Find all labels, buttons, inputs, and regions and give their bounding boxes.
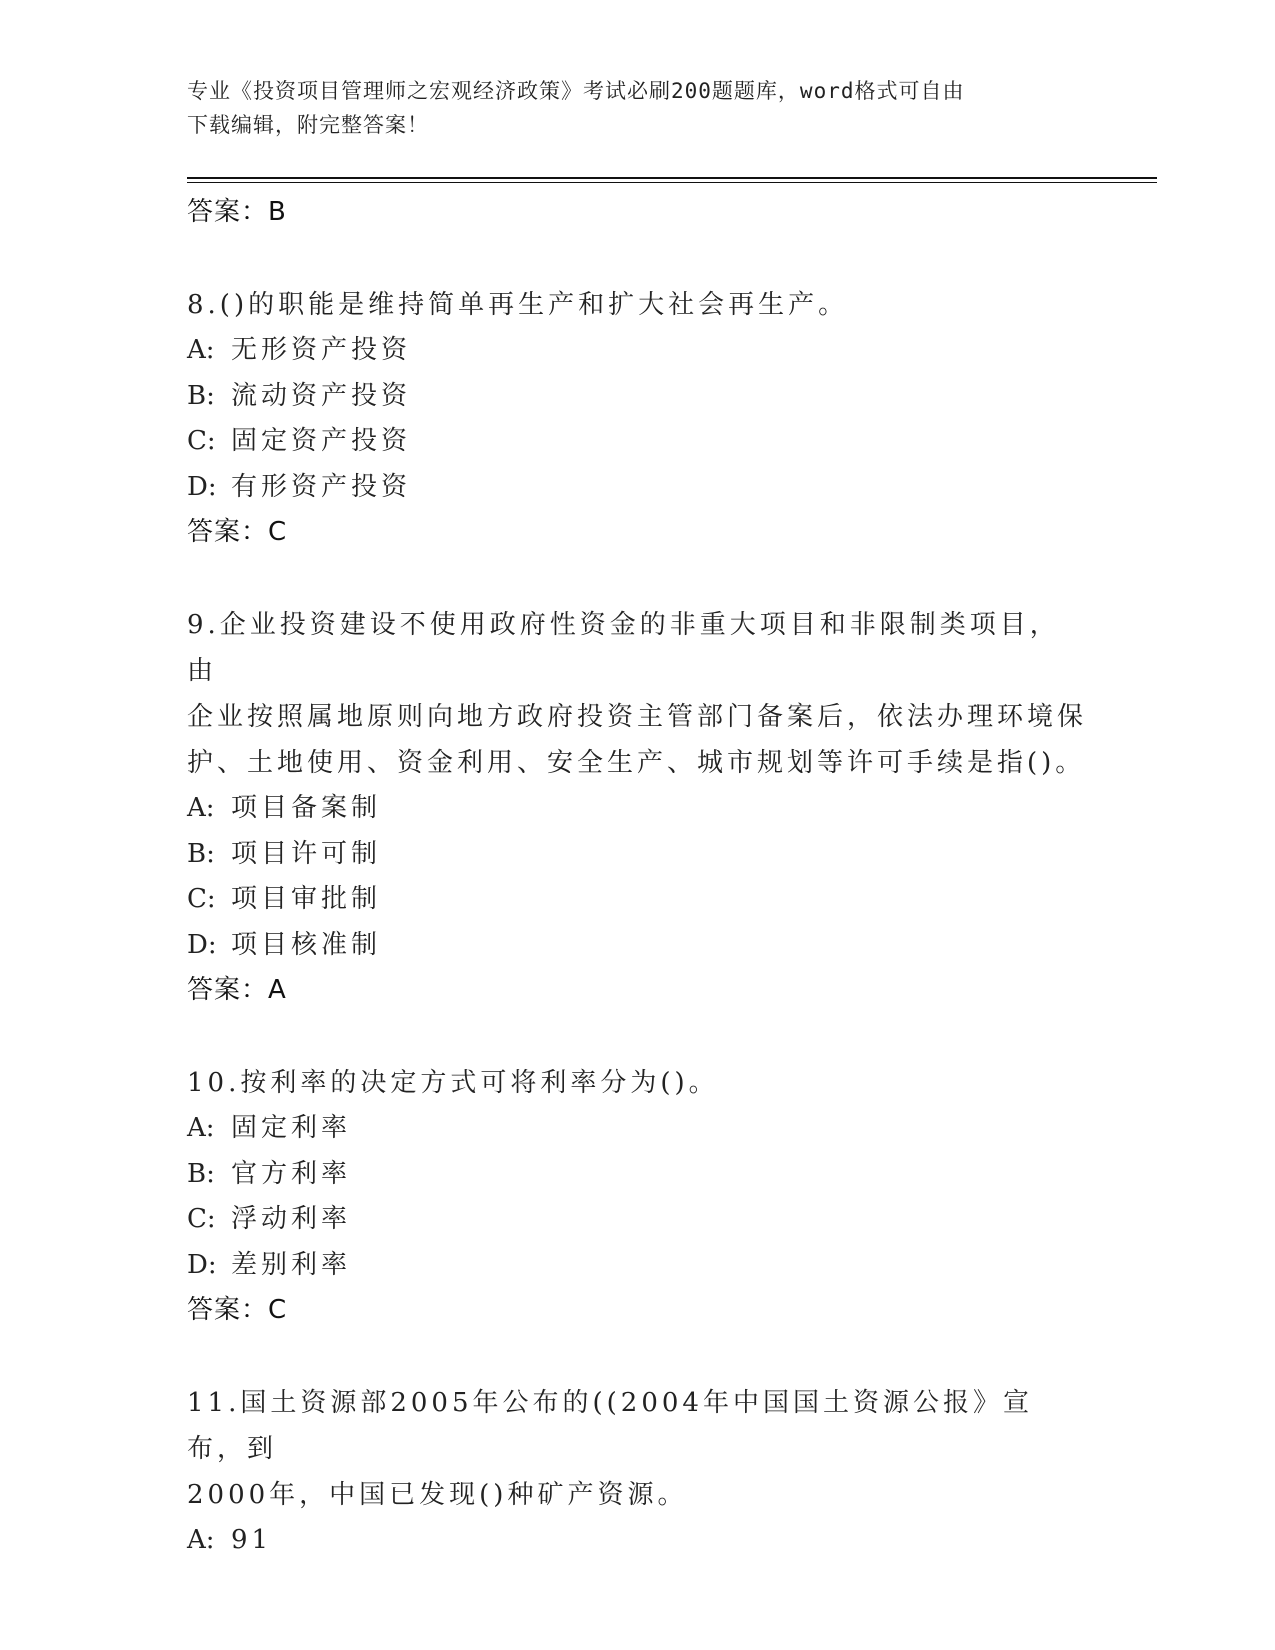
answer-line: 答案：C	[187, 1295, 288, 1325]
question-block	[187, 602, 1087, 1012]
option-key: B:	[187, 1158, 215, 1189]
option-text: 项目许可制	[231, 838, 382, 869]
answer-option	[187, 832, 1087, 878]
option-text: 流动资产投资	[231, 380, 412, 411]
question-block	[187, 282, 1087, 554]
header-divider	[187, 177, 1157, 183]
option-key: C:	[187, 426, 216, 456]
answer-option	[187, 923, 1087, 969]
answer-option	[187, 1518, 1087, 1564]
answer-line: 答案：C	[187, 517, 288, 547]
option-text: 浮动利率	[231, 1204, 352, 1234]
option-key: A:	[187, 335, 215, 365]
question-block	[187, 1380, 1087, 1564]
answer-option	[187, 877, 1087, 923]
question-stem-line: 11.国土资源部2005年公布的((2004年中国国土资源公报》宣布，到	[187, 1388, 1033, 1464]
option-key: A:	[187, 1113, 215, 1143]
question-stem-line: 护、土地使用、资金利用、安全生产、城市规划等许可手续是指()。	[187, 748, 1086, 778]
answer-line: 答案：A	[187, 975, 287, 1005]
option-key: B:	[187, 838, 215, 869]
option-text: 差别利率	[231, 1249, 352, 1280]
option-text: 项目核准制	[231, 929, 382, 960]
answer-option	[187, 1106, 1087, 1152]
previous-answer: 答案：B	[187, 197, 287, 227]
answer-option	[187, 465, 1087, 511]
option-key: B:	[187, 380, 215, 411]
option-text: 固定利率	[231, 1113, 352, 1143]
question-stem-line: 10.按利率的决定方式可将利率分为()。	[187, 1068, 719, 1098]
question-stem-line: 2000年，中国已发现()种矿产资源。	[187, 1480, 688, 1510]
option-key: D:	[187, 471, 217, 502]
answer-option	[187, 328, 1087, 374]
option-text: 项目审批制	[231, 884, 382, 914]
question-stem-line: 企业按照属地原则向地方政府投资主管部门备案后，依法办理环境保	[187, 702, 1088, 732]
answer-option	[187, 374, 1087, 420]
answer-option	[187, 786, 1087, 832]
option-text: 有形资产投资	[231, 471, 412, 502]
option-text: 91	[231, 1525, 273, 1555]
option-text: 官方利率	[231, 1158, 352, 1189]
answer-option	[187, 1243, 1087, 1289]
questions-container	[187, 282, 1087, 1564]
question-block	[187, 1060, 1087, 1332]
option-key: D:	[187, 929, 217, 960]
option-text: 无形资产投资	[231, 335, 412, 365]
question-stem-line: 9.企业投资建设不使用政府性资金的非重大项目和非限制类项目，由	[187, 610, 1060, 686]
option-text: 项目备案制	[231, 793, 382, 823]
document-header	[187, 74, 1087, 142]
option-key: A:	[187, 1525, 215, 1555]
option-key: C:	[187, 884, 216, 914]
question-list	[187, 190, 1087, 1564]
answer-option	[187, 1197, 1087, 1243]
header-line-1: 专业《投资项目管理师之宏观经济政策》考试必刷200题题库，word格式可自由	[187, 79, 965, 103]
option-text: 固定资产投资	[231, 426, 412, 456]
option-key: D:	[187, 1249, 217, 1280]
option-key: A:	[187, 793, 215, 823]
answer-option	[187, 419, 1087, 465]
option-key: C:	[187, 1204, 216, 1234]
header-line-2: 下载编辑，附完整答案！	[187, 113, 429, 137]
answer-option	[187, 1152, 1087, 1198]
question-stem-line: 8.()的职能是维持简单再生产和扩大社会再生产。	[187, 290, 849, 320]
